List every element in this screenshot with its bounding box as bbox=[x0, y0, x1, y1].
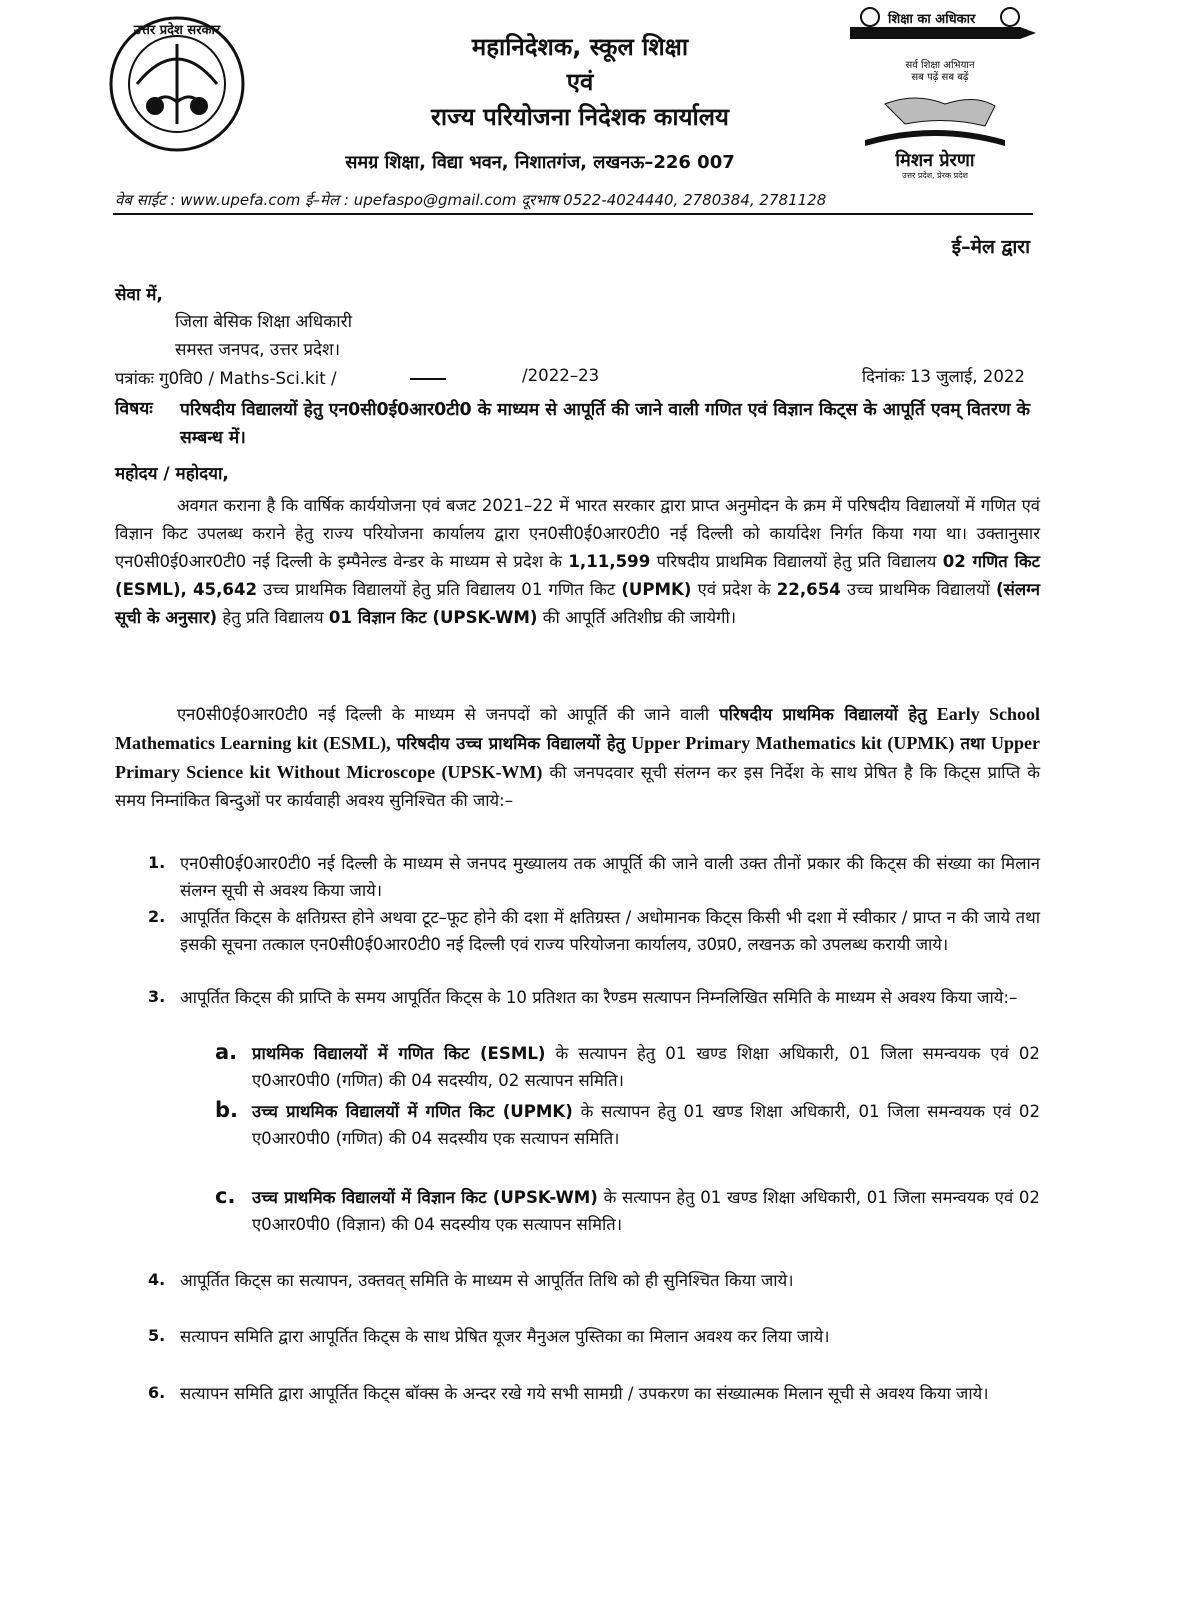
paragraph-1: अवगत कराना है कि वार्षिक कार्ययोजना एवं बजट 2021–22 में भारत सरकार द्वारा प्राप्त अनुमोदन के क्रम में परिषदीय विद्यालयों में गणित एवं विज्ञान किट उपलब्ध कराने हेतु राज्य परियोजना कार्यालय द्वारा एन0सी0ई0आर0टी0 नई दिल्ली को कार्यादेश निर्गत किया गया था। उक्तानुसार एन0सी0ई0आर0टी0 नई दिल्ली के इम्पैनेल्ड वेन्डर के माध्यम से प्रदेश के 1,11,599 परिषदीय प्राथमिक विद्यालयों हेतु प्रति विद्यालय 02 गणित किट (ESML), 45,642 उच्च प्राथमिक विद्यालयों हेतु प्रति विद्यालय 01 गणित किट (UPMK) एवं प्रदेश के 22,654 उच्च प्राथमिक विद्यालयों (संलग्न सूची के अनुसार) हेतु प्रति विद्यालय 01 विज्ञान किट (UPSK-WM) की आपूर्ति अतिशीघ्र की जायेगी। bbox=[115, 496, 1040, 627]
list-item-number: 5. bbox=[148, 1326, 166, 1345]
list-item-number: 2. bbox=[148, 907, 166, 926]
mission-prerna-sub: उत्तर प्रदेश, प्रेरक प्रदेश bbox=[902, 171, 968, 180]
list-item-number: 1. bbox=[148, 853, 166, 872]
subject-text: परिषदीय विद्यालयों हेतु एन0सी0ई0आर0टी0 के माध्यम से आपूर्ति की जाने वाली गणित एवं विज्ञान किट्स के आपूर्ति एवम् वितरण के सम्बन्ध में। bbox=[180, 400, 1030, 448]
sub-item-label: b. bbox=[215, 1098, 239, 1122]
ref-blank-stroke bbox=[410, 378, 446, 380]
header-line-1: महानिदेशक, स्कूल शिक्षा bbox=[471, 33, 689, 61]
sub-item-label: c. bbox=[215, 1184, 236, 1208]
state-emblem bbox=[107, 14, 247, 154]
mission-prerna-title: मिशन प्रेरणा bbox=[895, 150, 975, 171]
list-item: सत्यापन समिति द्वारा आपूर्तित किट्स बॉक्स के अन्दर रखे गये सभी सामग्री / उपकरण का संख्यात्मक मिलान सूची से अवश्य किया जाये। bbox=[180, 1384, 989, 1403]
sub-item: उच्च प्राथमिक विद्यालयों में विज्ञान किट (UPSK-WM) के सत्यापन हेतु 01 खण्ड शिक्षा अधिकारी, 01 जिला समन्वयक एवं 02 ए0आर0पी0 (विज्ञान) की 04 सदस्यीय एक सत्यापन समिति। bbox=[252, 1188, 1040, 1234]
header-rule bbox=[113, 213, 1033, 215]
header-contact: वेब साईट : www.upefa.com ई–मेल : upefaspo@gmail.com दूरभाष 0522-4024440, 2780384, 2781128 bbox=[115, 191, 827, 209]
list-item-number: 4. bbox=[148, 1270, 166, 1289]
mission-prerna-logo bbox=[845, 90, 1025, 180]
recipient-line-1: जिला बेसिक शिक्षा अधिकारी bbox=[175, 312, 353, 332]
subject-label: विषयः bbox=[115, 399, 153, 419]
header-address: समग्र शिक्षा, विद्या भवन, निशातगंज, लखनऊ–226 007 bbox=[345, 152, 735, 173]
paragraph-2: एन0सी0ई0आर0टी0 नई दिल्ली के माध्यम से जनपदों को आपूर्ति की जाने वाली परिषदीय प्राथमिक विद्यालयों हेतु Early School Mathematics Learning kit (ESML), परिषदीय उच्च प्राथमिक विद्यालयों हेतु Upper Primary Mathematics kit (UPMK) तथा Upper Primary Science kit Without Microscope (UPSK-WM) की जनपदवार सूची संलग्न कर इस निर्देश के साथ प्रेषित है कि किट्स प्राप्ति के समय निम्नांकित बिन्दुओं पर कार्यवाही अवश्य सुनिश्चित की जाये:– bbox=[115, 704, 1041, 810]
letter-date: दिनांकः 13 जुलाई, 2022 bbox=[861, 367, 1025, 386]
list-item: आपूर्तित किट्स का सत्यापन, उक्तवत् समिति के माध्यम से आपूर्तित तिथि को ही सुनिश्चित किया जाये। bbox=[180, 1271, 794, 1290]
rte-title: शिक्षा का अधिकार bbox=[888, 12, 976, 27]
list-item: एन0सी0ई0आर0टी0 नई दिल्ली के माध्यम से जनपद मुख्यालय तक आपूर्ति की जाने वाली उक्त तीनों प्रकार की किट्स की संख्या का मिलान संलग्न सूची से अवश्य किया जाये। bbox=[180, 854, 1040, 900]
header-line-3: राज्य परियोजना निदेशक कार्यालय bbox=[431, 103, 729, 131]
sub-item: उच्च प्राथमिक विद्यालयों में गणित किट (UPMK) के सत्यापन हेतु 01 खण्ड शिक्षा अधिकारी, 01 जिला समन्वयक एवं 02 ए0आर0पी0 (गणित) की 04 सदस्यीय एक सत्यापन समिति। bbox=[252, 1102, 1041, 1148]
sub-item-label: a. bbox=[215, 1040, 238, 1064]
to-label: सेवा में, bbox=[115, 285, 163, 305]
emblem-text: उत्तर प्रदेश सरकार bbox=[133, 23, 221, 38]
header-line-2: एवं bbox=[566, 68, 594, 96]
list-item: आपूर्तित किट्स के क्षतिग्रस्त होने अथवा टूट–फूट होने की दशा में क्षतिग्रस्त / अधोमानक किट्स किसी भी दशा में स्वीकार / प्राप्त न की जाये तथा इसकी सूचना तत्काल एन0सी0ई0आर0टी0 नई दिल्ली एवं राज्य परियोजना कार्यालय, उ0प्र0, लखनऊ को उपलब्ध करायी जाये। bbox=[180, 908, 1040, 954]
sub-item: प्राथमिक विद्यालयों में गणित किट (ESML) के सत्यापन हेतु 01 खण्ड शिक्षा अधिकारी, 01 जिला समन्वयक एवं 02 ए0आर0पी0 (गणित) की 04 सदस्यीय, 02 सत्यापन समिति। bbox=[252, 1044, 1040, 1090]
list-item-number: 6. bbox=[148, 1383, 166, 1402]
list-item: सत्यापन समिति द्वारा आपूर्तित किट्स के साथ प्रेषित यूजर मैनुअल पुस्तिका का मिलान अवश्य कर लिया जाये। bbox=[180, 1327, 830, 1346]
rte-sub-2: सब पढ़ें सब बढ़ें bbox=[911, 72, 969, 83]
reference-number: पत्रांकः गु0वि0 / Maths-Sci.kit / bbox=[115, 369, 337, 388]
list-item: आपूर्तित किट्स की प्राप्ति के समय आपूर्तित किट्स के 10 प्रतिशत का रैण्डम सत्यापन निम्नलिखित समिति के माध्यम से अवश्य किया जाये:– bbox=[180, 988, 1018, 1007]
rte-logo bbox=[840, 5, 1040, 83]
delivery-mode: ई–मेल द्वारा bbox=[951, 236, 1030, 258]
recipient-line-2: समस्त जनपद, उत्तर प्रदेश। bbox=[175, 340, 341, 360]
salutation: महोदय / महोदया, bbox=[115, 464, 229, 484]
list-item-number: 3. bbox=[148, 987, 166, 1006]
reference-year: /2022–23 bbox=[522, 366, 600, 385]
rte-sub-1: सर्व शिक्षा अभियान bbox=[905, 60, 975, 71]
